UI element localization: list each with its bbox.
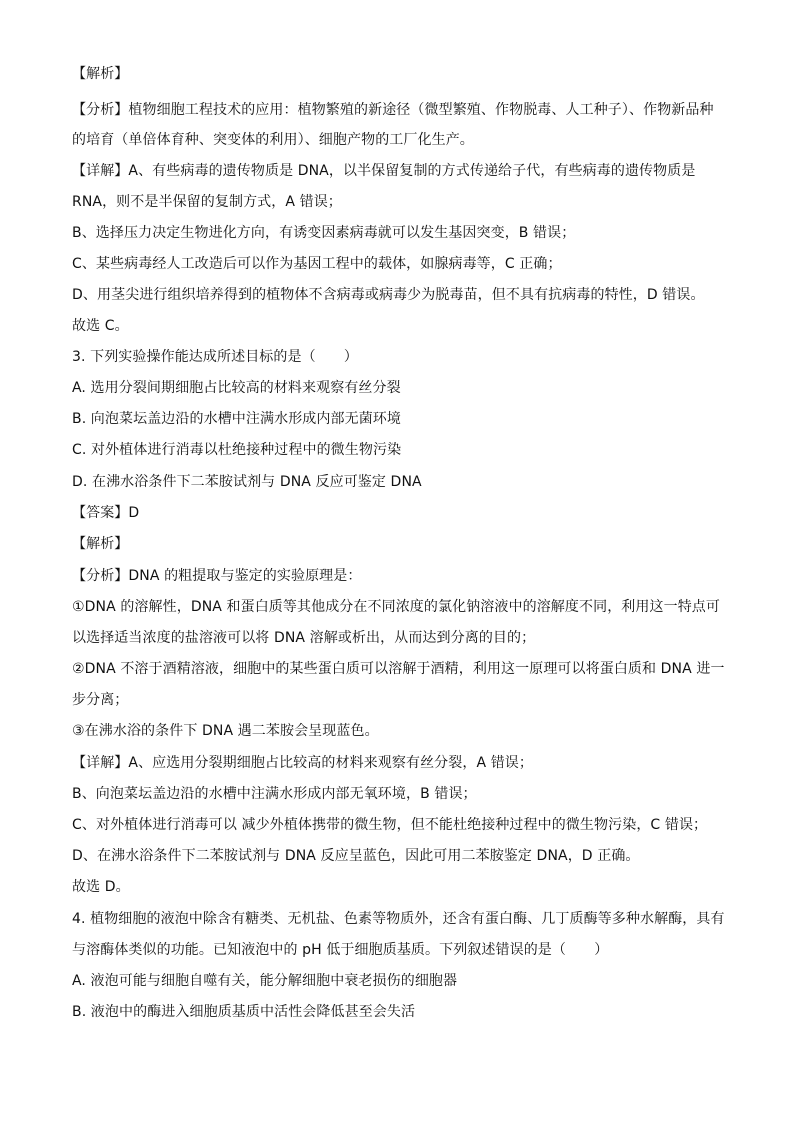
principle-2: ②DNA 不溶于酒精溶液，细胞中的某些蛋白质可以溶解于酒精，利用这一原理可以将蛋白质和 DNA 进一 bbox=[72, 661, 725, 677]
principle-3: ③在沸水浴的条件下 DNA 遇二苯胺会呈现蓝色。 bbox=[72, 723, 379, 739]
detail-option-d: D、用茎尖进行组织培养得到的植物体不含病毒或病毒少为脱毒苗，但不具有抗病毒的特性，D 错误。 bbox=[72, 287, 705, 303]
question-3-option-a: A. 选用分裂间期细胞占比较高的材料来观察有丝分裂 bbox=[72, 380, 401, 396]
question-3-option-d: D. 在沸水浴条件下二苯胺试剂与 DNA 反应可鉴定 DNA bbox=[72, 474, 422, 490]
detail-option-c: C、某些病毒经人工改造后可以作为基因工程中的载体，如腺病毒等，C 正确； bbox=[72, 256, 562, 272]
detail-d: D、在沸水浴条件下二苯胺试剂与 DNA 反应呈蓝色，因此可用二苯胺鉴定 DNA，D 正确。 bbox=[72, 848, 640, 864]
question-4-stem: 4. 植物细胞的液泡中除含有糖类、无机盐、色素等物质外，还含有蛋白酶、几丁质酶等多种水解酶，具有 bbox=[72, 911, 725, 927]
section-heading-analysis: 【解析】 bbox=[72, 66, 129, 82]
detail-option-b: B、选择压力决定生物进化方向，有诱变因素病毒就可以发生基因突变，B 错误； bbox=[72, 225, 576, 241]
principle-1: ①DNA 的溶解性，DNA 和蛋白质等其他成分在不同浓度的氯化钠溶液中的溶解度不同，利用这一特点可 bbox=[72, 599, 721, 615]
answer-choice-line-2: 故选 D。 bbox=[72, 879, 130, 895]
detail-a: 【详解】A、应选用分裂期细胞占比较高的材料来观察有丝分裂，A 错误； bbox=[72, 755, 534, 771]
analysis-paragraph-cont: 的培育（单倍体育种、突变体的利用）、细胞产物的工厂化生产。 bbox=[72, 132, 474, 148]
principle-1-cont: 以选择适当浓度的盐溶液可以将 DNA 溶解或析出，从而达到分离的目的； bbox=[72, 630, 536, 646]
detail-paragraph-cont: RNA，则不是半保留的复制方式，A 错误； bbox=[72, 194, 342, 210]
answer-label: 【答案】D bbox=[72, 505, 140, 521]
question-3-stem: 3. 下列实验操作能达成所述目标的是（ ） bbox=[72, 349, 359, 365]
question-4-option-a: A. 液泡可能与细胞自噬有关，能分解细胞中衰老损伤的细胞器 bbox=[72, 973, 458, 989]
section-heading-analysis-2: 【解析】 bbox=[72, 536, 129, 552]
question-4-stem-cont: 与溶酶体类似的功能。已知液泡中的 pH 低于细胞质基质。下列叙述错误的是（ ） bbox=[72, 942, 609, 958]
analysis-principle-intro: 【分析】DNA 的粗提取与鉴定的实验原理是： bbox=[72, 568, 362, 584]
detail-paragraph: 【详解】A、有些病毒的遗传物质是 DNA，以半保留复制的方式传递给子代，有些病毒的遗传物质是 bbox=[72, 163, 696, 179]
principle-2-cont: 步分离； bbox=[72, 692, 129, 708]
question-3-option-b: B. 向泡菜坛盖边沿的水槽中注满水形成内部无菌环境 bbox=[72, 411, 402, 427]
question-4-option-b: B. 液泡中的酶进入细胞质基质中活性会降低甚至会失活 bbox=[72, 1004, 416, 1020]
detail-c: C、对外植体进行消毒可以 减少外植体携带的微生物，但不能杜绝接种过程中的微生物污染，C 错误； bbox=[72, 817, 708, 833]
answer-choice-line: 故选 C。 bbox=[72, 318, 129, 334]
question-3-option-c: C. 对外植体进行消毒以杜绝接种过程中的微生物污染 bbox=[72, 442, 402, 458]
detail-b: B、向泡菜坛盖边沿的水槽中注满水形成内部无氧环境，B 错误； bbox=[72, 786, 477, 802]
analysis-paragraph: 【分析】植物细胞工程技术的应用：植物繁殖的新途径（微型繁殖、作物脱毒、人工种子）、作物新品种 bbox=[72, 102, 714, 118]
